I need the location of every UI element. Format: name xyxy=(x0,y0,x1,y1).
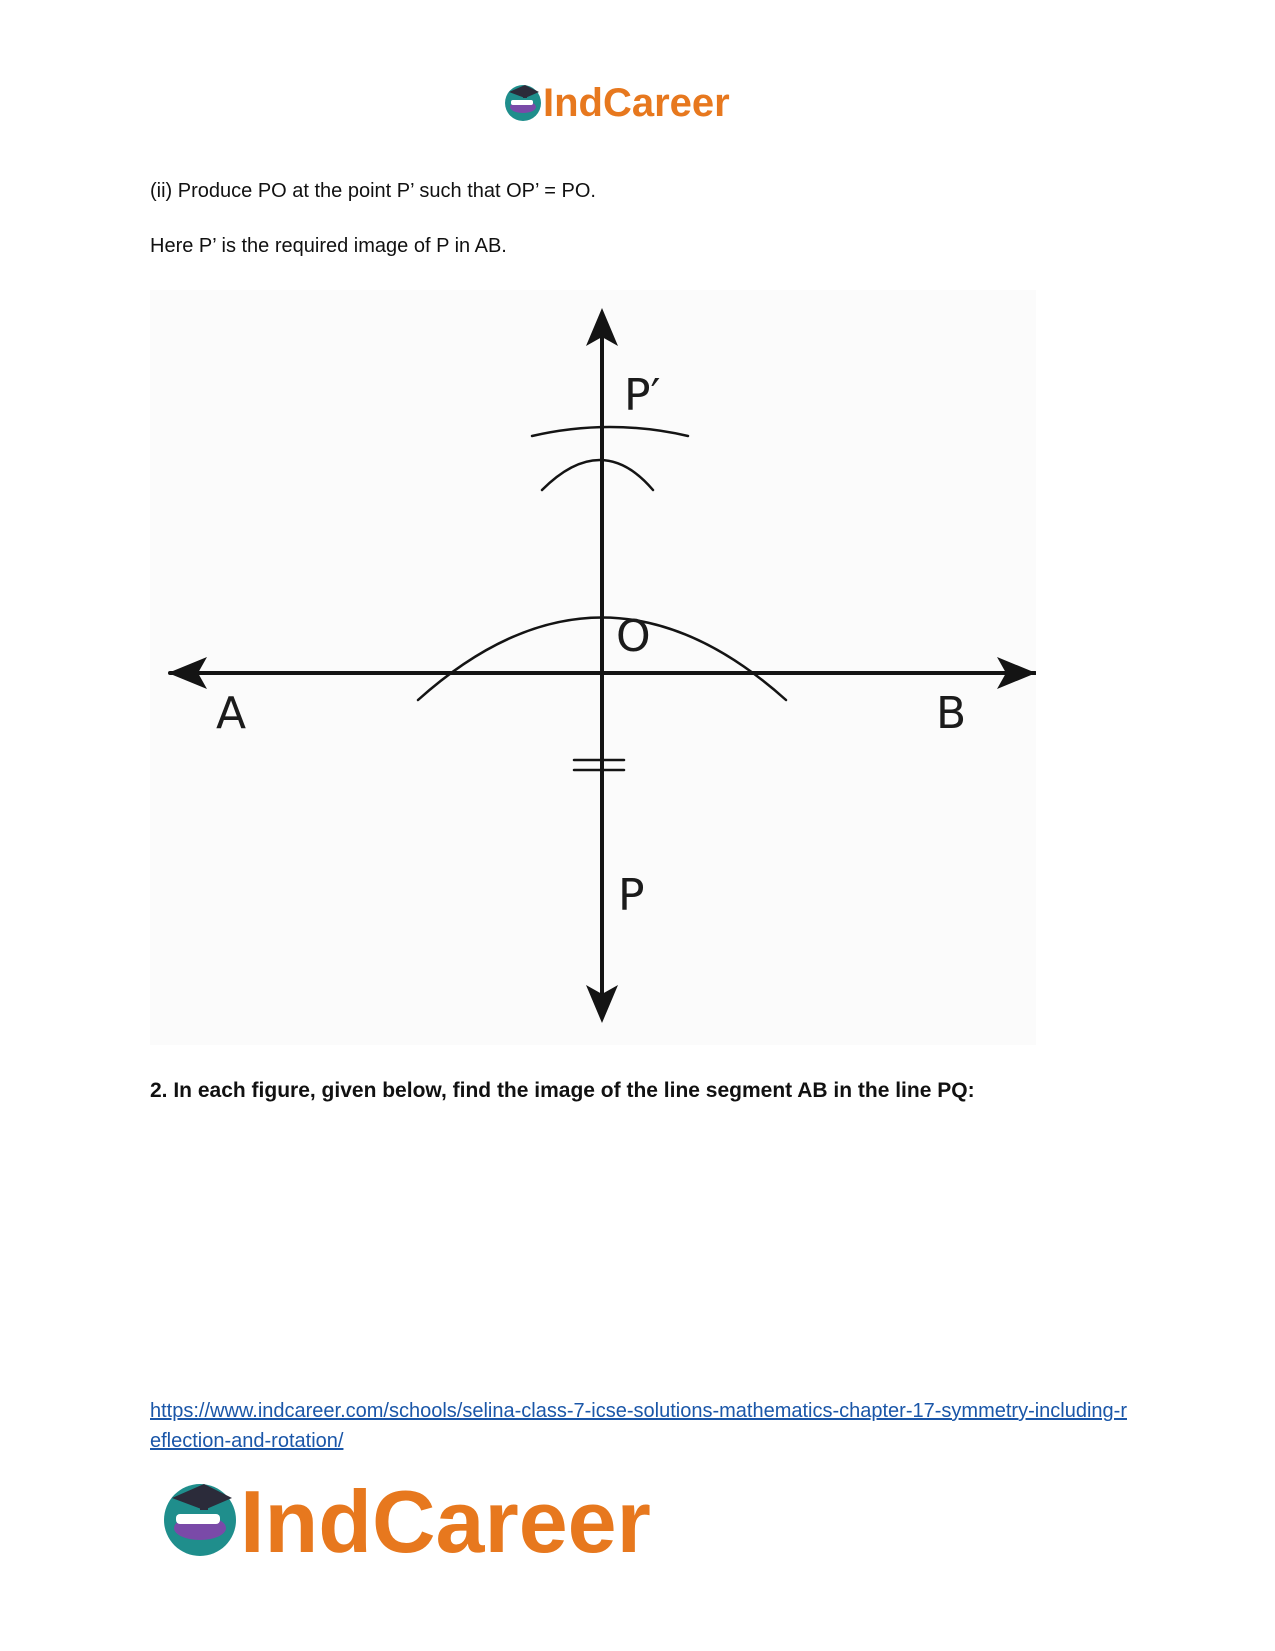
logo-wordmark-large: IndCareer xyxy=(240,1472,651,1570)
arc-lower xyxy=(542,460,653,490)
question-heading: 2. In each figure, given below, find the image of the line segment AB in the line PQ: xyxy=(150,1079,975,1102)
source-link[interactable]: https://www.indcareer.com/schools/selina-class-7-icse-solutions-mathematics-chapter-17-symmetry-including-reflection-and-rotation/ xyxy=(150,1400,1127,1452)
label-a: A xyxy=(216,688,247,739)
globe-book-icon xyxy=(505,85,541,121)
reflection-figure xyxy=(150,290,1036,1045)
label-b: B xyxy=(936,688,967,739)
label-p: P xyxy=(618,870,645,921)
conclusion-text: Here P’ is the required image of P in AB. xyxy=(150,235,507,257)
indcareer-logo-large xyxy=(160,1470,700,1570)
globe-book-icon xyxy=(164,1484,236,1556)
arc-upper xyxy=(532,427,688,436)
header-logo xyxy=(503,78,773,128)
footer-logo xyxy=(160,1470,700,1570)
label-o: O xyxy=(616,611,651,662)
construction-diagram xyxy=(150,290,1036,1045)
label-p-prime: P′ xyxy=(624,370,661,421)
indcareer-logo xyxy=(503,78,773,128)
logo-wordmark: IndCareer xyxy=(543,81,730,125)
step-text: (ii) Produce PO at the point P’ such that OP’ = PO. xyxy=(150,180,596,202)
